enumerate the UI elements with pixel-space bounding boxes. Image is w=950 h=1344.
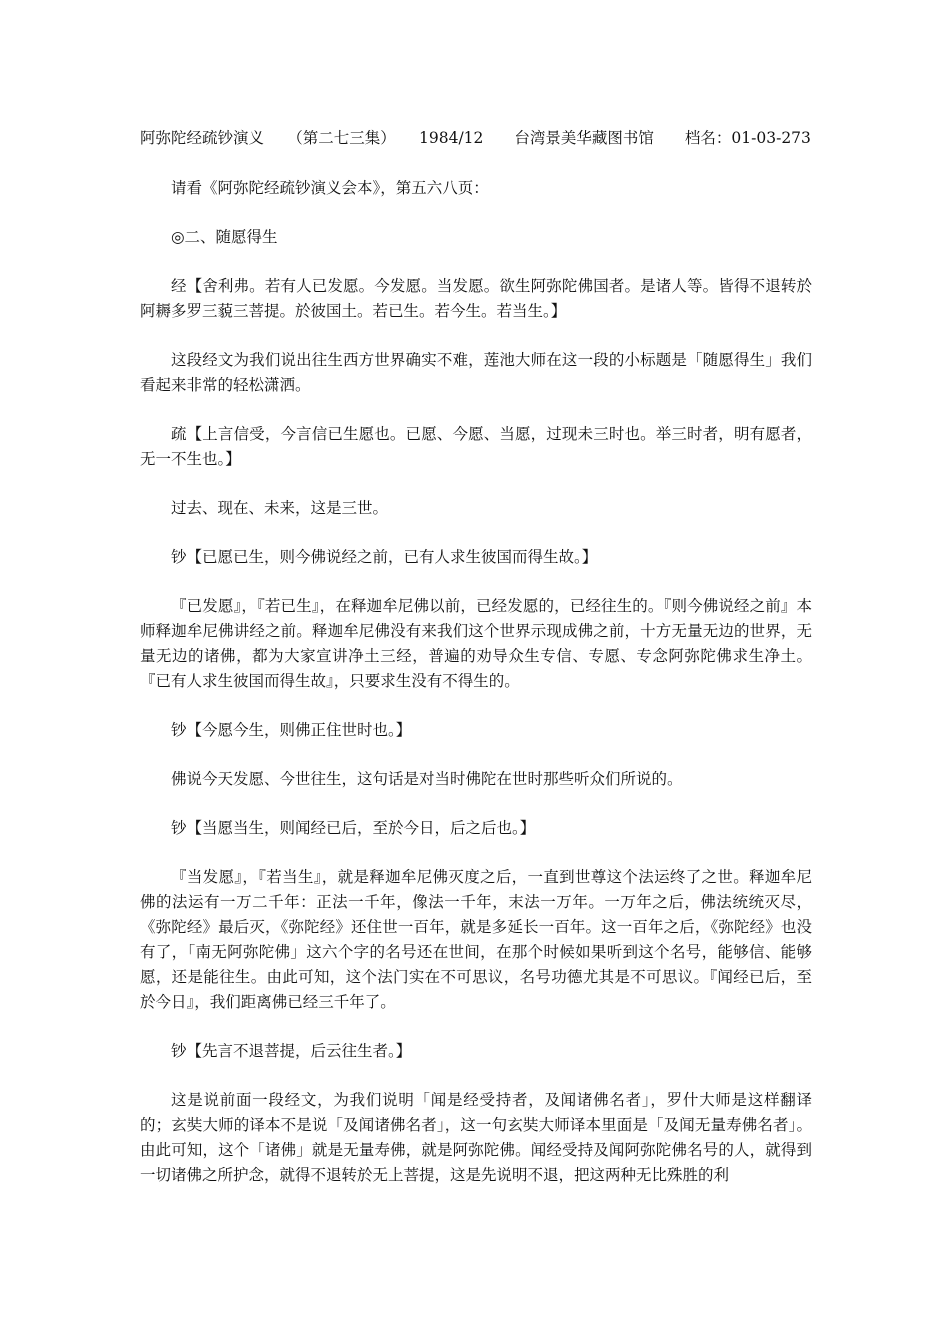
paragraph: 『已发愿』，『若已生』，在释迦牟尼佛以前，已经发愿的，已经往生的。『则今佛说经之前』本师释迦牟尼佛讲经之前。释迦牟尼佛没有来我们这个世界示现成佛之前，十方无量无边的世界，无量无边的诸佛，都为大家宣讲净土三经，普遍的劝导众生专信、专愿、专念阿弥陀佛求生净土。『已有人求生彼国而得生故』，只要求生没有不得生的。: [140, 597, 812, 690]
paragraph: 这是说前面一段经文，为我们说明「闻是经受持者，及闻诸佛名者」，罗什大师是这样翻译的；玄奘大师的译本不是说「及闻诸佛名者」，这一句玄奘大师译本里面是「及闻无量寿佛名者」。由此可知，这个「诸佛」就是无量寿佛，就是阿弥陀佛。闻经受持及闻阿弥陀佛名号的人，就得到一切诸佛之所护念，就得不退转於无上菩提，这是先说明不退，把这两种无比殊胜的利: [140, 1091, 812, 1184]
subcommentary-quote: 钞【今愿今生，则佛正住世时也。】: [171, 721, 412, 739]
paragraph-intro: 请看《阿弥陀经疏钞演义会本》，第五六八页：: [171, 179, 489, 197]
section-heading: ◎二、随愿得生: [171, 228, 278, 246]
paragraph: 这段经文为我们说出往生西方世界确实不难，莲池大师在这一段的小标题是「随愿得生」我们看起来非常的轻松潇洒。: [140, 351, 812, 394]
paragraph: 『当发愿』，『若当生』，就是释迦牟尼佛灭度之后，一直到世尊这个法运终了之世。释迦牟尼佛的法运有一万二千年：正法一千年，像法一千年，末法一万年。一万年之后，佛法统统灭尽，《弥陀经》最后灭，《弥陀经》还住世一百年，就是多延长一百年。这一百年之后，《弥陀经》也没有了，「南无阿弥陀佛」这六个字的名号还在世间，在那个时候如果听到这个名号，能够信、能够愿，还是能往生。由此可知，这个法门实在不可思议，名号功德尤其是不可思议。『闻经已后，至於今日』，我们距离佛已经三千年了。: [140, 868, 812, 1011]
sutra-quote: 经【舍利弗。若有人已发愿。今发愿。当发愿。欲生阿弥陀佛国者。是诸人等。皆得不退转於阿耨多罗三藐三菩提。於彼国土。若已生。若今生。若当生。】: [140, 277, 812, 320]
commentary-quote: 疏【上言信受，今言信已生愿也。已愿、今愿、当愿，过现未三时也。举三时者，明有愿者，无一不生也。】: [140, 425, 812, 468]
document-page: [140, 126, 812, 1188]
subcommentary-quote: 钞【先言不退菩提，后云往生者。】: [171, 1042, 412, 1060]
subcommentary-quote: 钞【当愿当生，则闻经已后，至於今日，后之后也。】: [171, 819, 536, 837]
subcommentary-quote: 钞【已愿已生，则今佛说经之前，已有人求生彼国而得生故。】: [171, 548, 598, 566]
paragraph: 佛说今天发愿、今世往生，这句话是对当时佛陀在世时那些听众们所说的。: [171, 770, 683, 788]
paragraph: 过去、现在、未来，这是三世。: [171, 499, 389, 517]
document-header: 阿弥陀经疏钞演义 （第二七三集） 1984/12 台湾景美华藏图书馆 档名：01-03-273: [140, 129, 811, 147]
